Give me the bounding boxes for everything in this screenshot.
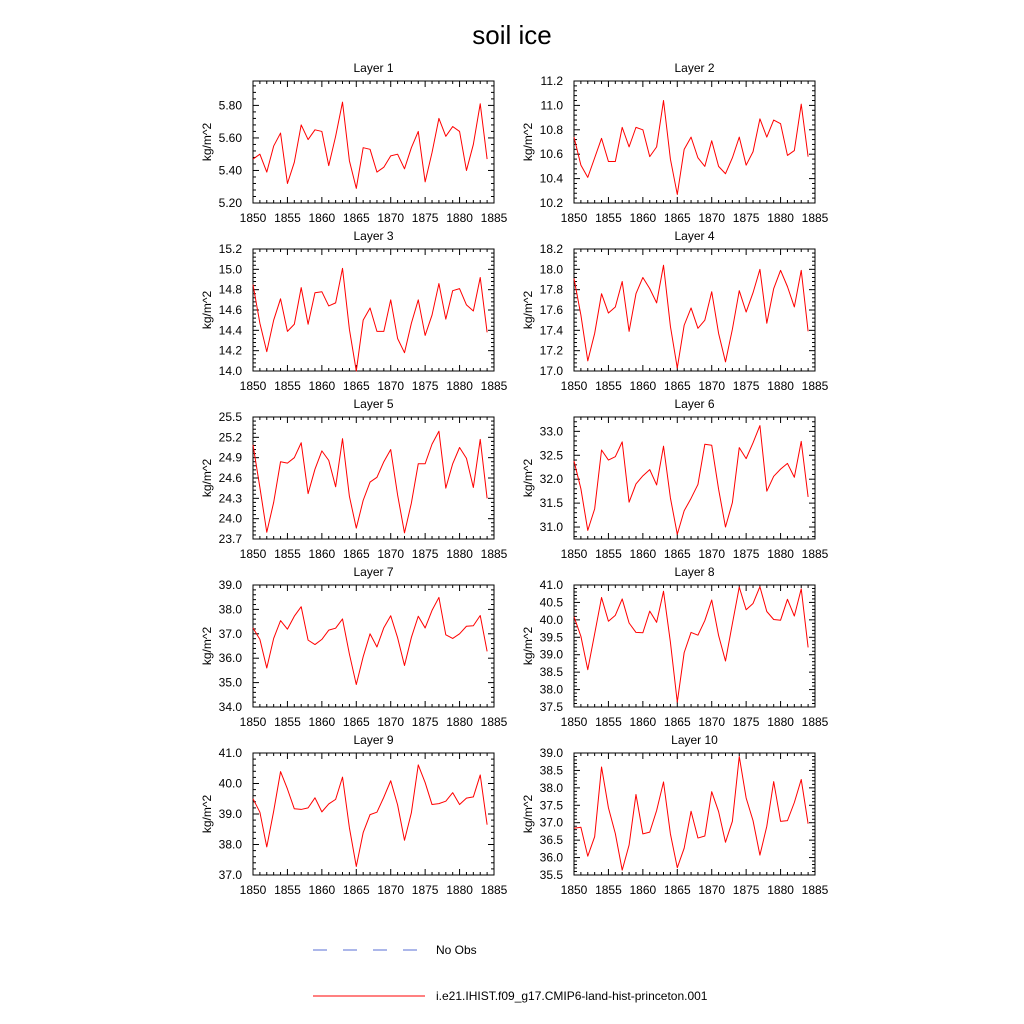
y-tick-label: 37.5 bbox=[539, 700, 563, 714]
legend-label-model: i.e21.IHIST.f09_g17.CMIP6-land-hist-princeton.001 bbox=[436, 989, 708, 1003]
y-tick-label: 34.0 bbox=[218, 700, 242, 714]
x-tick-label: 1860 bbox=[629, 379, 657, 393]
y-tick-label: 40.0 bbox=[539, 612, 563, 627]
series-line-layer-10 bbox=[574, 756, 808, 870]
y-tick-label: 37.0 bbox=[539, 815, 563, 830]
x-tick-label: 1860 bbox=[308, 547, 336, 561]
series-line-layer-2 bbox=[574, 101, 808, 195]
y-tick-label: 32.5 bbox=[539, 448, 563, 463]
x-tick-label: 1875 bbox=[411, 715, 439, 729]
panel-layer-9 bbox=[200, 733, 508, 897]
y-tick-label: 15.2 bbox=[218, 242, 242, 256]
x-tick-label: 1875 bbox=[411, 211, 439, 225]
x-tick-label: 1875 bbox=[411, 883, 439, 897]
x-tick-label: 1865 bbox=[663, 883, 691, 897]
y-tick-label: 5.20 bbox=[218, 196, 242, 210]
y-axis-label-layer-6: kg/m^2 bbox=[521, 458, 535, 498]
x-tick-label: 1855 bbox=[595, 379, 622, 393]
panel-title-layer-10: Layer 10 bbox=[671, 733, 718, 747]
y-tick-label: 5.80 bbox=[218, 98, 242, 113]
x-tick-label: 1870 bbox=[377, 379, 405, 393]
y-tick-label: 14.6 bbox=[218, 303, 242, 317]
x-tick-label: 1870 bbox=[698, 715, 726, 729]
y-tick-label: 23.7 bbox=[218, 532, 242, 546]
x-tick-label: 1850 bbox=[560, 547, 588, 561]
panel-title-layer-1: Layer 1 bbox=[353, 61, 394, 75]
x-tick-label: 1875 bbox=[411, 379, 439, 393]
x-tick-label: 1880 bbox=[767, 715, 794, 729]
x-tick-label: 1865 bbox=[663, 715, 691, 729]
x-tick-label: 1870 bbox=[377, 715, 405, 729]
y-tick-label: 38.0 bbox=[539, 682, 563, 697]
x-tick-label: 1865 bbox=[342, 547, 370, 561]
plot-frame-layer-2 bbox=[574, 81, 815, 203]
x-tick-label: 1870 bbox=[377, 211, 405, 225]
x-tick-label: 1850 bbox=[560, 211, 588, 225]
y-tick-label: 39.5 bbox=[539, 630, 563, 645]
y-tick-label: 18.2 bbox=[539, 242, 563, 256]
x-tick-label: 1860 bbox=[629, 883, 657, 897]
plot-frame-layer-5 bbox=[253, 417, 494, 539]
y-axis-label-layer-8: kg/m^2 bbox=[521, 626, 535, 666]
y-tick-label: 24.3 bbox=[218, 491, 242, 506]
x-tick-label: 1880 bbox=[446, 715, 473, 729]
y-axis-label-layer-10: kg/m^2 bbox=[521, 794, 535, 834]
plot-frame-layer-7 bbox=[253, 585, 494, 707]
x-tick-label: 1870 bbox=[698, 547, 726, 561]
x-tick-label: 1875 bbox=[732, 883, 760, 897]
x-tick-label: 1855 bbox=[274, 883, 301, 897]
x-tick-label: 1870 bbox=[377, 883, 405, 897]
y-tick-label: 14.8 bbox=[218, 282, 242, 297]
y-tick-label: 38.5 bbox=[539, 665, 563, 680]
x-tick-label: 1850 bbox=[239, 211, 267, 225]
y-tick-label: 10.2 bbox=[539, 196, 563, 210]
y-tick-label: 11.0 bbox=[540, 98, 563, 113]
legend-label-no-obs: No Obs bbox=[436, 943, 477, 957]
x-tick-label: 1885 bbox=[480, 715, 508, 729]
panel-layer-2 bbox=[521, 61, 829, 225]
panel-layer-5 bbox=[200, 397, 508, 561]
y-tick-label: 38.0 bbox=[218, 602, 242, 617]
x-tick-label: 1885 bbox=[801, 715, 829, 729]
x-tick-label: 1885 bbox=[801, 547, 829, 561]
y-tick-label: 25.2 bbox=[218, 430, 242, 445]
y-tick-label: 17.8 bbox=[539, 282, 563, 297]
y-tick-label: 10.6 bbox=[539, 147, 563, 162]
panel-title-layer-8: Layer 8 bbox=[674, 565, 715, 579]
x-tick-label: 1865 bbox=[342, 379, 370, 393]
x-tick-label: 1860 bbox=[308, 211, 336, 225]
x-tick-label: 1855 bbox=[274, 211, 301, 225]
y-tick-label: 37.0 bbox=[218, 626, 242, 641]
x-tick-label: 1850 bbox=[239, 547, 267, 561]
plot-frame-layer-4 bbox=[574, 249, 815, 371]
x-tick-label: 1850 bbox=[560, 715, 588, 729]
y-tick-label: 35.5 bbox=[539, 868, 563, 882]
x-tick-label: 1855 bbox=[595, 715, 622, 729]
x-tick-label: 1880 bbox=[446, 379, 473, 393]
y-tick-label: 31.5 bbox=[539, 496, 563, 511]
x-tick-label: 1885 bbox=[480, 547, 508, 561]
plot-frame-layer-9 bbox=[253, 753, 494, 875]
legend bbox=[313, 943, 708, 1003]
panel-title-layer-4: Layer 4 bbox=[674, 229, 715, 243]
y-tick-label: 25.5 bbox=[218, 410, 242, 424]
x-tick-label: 1860 bbox=[629, 211, 657, 225]
x-tick-label: 1875 bbox=[732, 715, 760, 729]
series-line-layer-9 bbox=[253, 765, 487, 867]
y-tick-label: 24.6 bbox=[218, 471, 242, 485]
panel-layer-10 bbox=[521, 733, 829, 897]
x-tick-label: 1880 bbox=[446, 547, 473, 561]
x-tick-label: 1855 bbox=[274, 715, 301, 729]
x-tick-label: 1855 bbox=[274, 547, 301, 561]
y-tick-label: 24.0 bbox=[218, 511, 242, 526]
x-tick-label: 1870 bbox=[698, 211, 726, 225]
series-line-layer-7 bbox=[253, 597, 487, 684]
x-tick-label: 1880 bbox=[767, 883, 794, 897]
y-tick-label: 32.0 bbox=[539, 472, 563, 487]
y-tick-label: 24.9 bbox=[218, 450, 242, 465]
x-tick-label: 1885 bbox=[480, 883, 508, 897]
panel-title-layer-3: Layer 3 bbox=[353, 229, 394, 243]
x-tick-label: 1875 bbox=[732, 379, 760, 393]
panel-layer-4 bbox=[521, 229, 829, 393]
panel-title-layer-9: Layer 9 bbox=[353, 733, 394, 747]
series-line-layer-8 bbox=[574, 587, 808, 702]
x-tick-label: 1865 bbox=[663, 379, 691, 393]
y-tick-label: 14.0 bbox=[218, 364, 242, 378]
y-tick-label: 37.0 bbox=[218, 868, 242, 882]
y-tick-label: 17.6 bbox=[539, 303, 563, 317]
x-tick-label: 1865 bbox=[342, 211, 370, 225]
y-tick-label: 38.5 bbox=[539, 763, 563, 778]
y-tick-label: 18.0 bbox=[539, 262, 563, 277]
x-tick-label: 1860 bbox=[629, 715, 657, 729]
y-axis-label-layer-2: kg/m^2 bbox=[521, 122, 535, 162]
x-tick-label: 1880 bbox=[767, 547, 794, 561]
y-tick-label: 11.2 bbox=[540, 74, 563, 88]
x-tick-label: 1850 bbox=[560, 379, 588, 393]
x-tick-label: 1855 bbox=[595, 883, 622, 897]
y-tick-label: 36.0 bbox=[539, 850, 563, 865]
x-tick-label: 1855 bbox=[595, 547, 622, 561]
plot-frame-layer-6 bbox=[574, 417, 815, 539]
x-tick-label: 1880 bbox=[446, 211, 473, 225]
x-tick-label: 1855 bbox=[274, 379, 301, 393]
panel-layer-8 bbox=[521, 565, 829, 729]
y-tick-label: 39.0 bbox=[539, 746, 563, 760]
x-tick-label: 1865 bbox=[342, 883, 370, 897]
y-tick-label: 35.0 bbox=[218, 675, 242, 690]
x-tick-label: 1855 bbox=[595, 211, 622, 225]
y-tick-label: 10.8 bbox=[539, 122, 563, 137]
y-tick-label: 36.0 bbox=[218, 651, 242, 666]
series-line-layer-6 bbox=[574, 426, 808, 535]
panel-layer-6 bbox=[521, 397, 829, 561]
x-tick-label: 1880 bbox=[767, 379, 794, 393]
plot-frame-layer-8 bbox=[574, 585, 815, 707]
x-tick-label: 1860 bbox=[629, 547, 657, 561]
x-tick-label: 1875 bbox=[732, 547, 760, 561]
y-tick-label: 36.5 bbox=[539, 833, 563, 848]
figure-title: soil ice bbox=[472, 20, 552, 50]
y-axis-label-layer-1: kg/m^2 bbox=[200, 122, 214, 162]
y-tick-label: 17.4 bbox=[539, 323, 563, 338]
series-line-layer-3 bbox=[253, 268, 487, 371]
x-tick-label: 1880 bbox=[446, 883, 473, 897]
series-line-layer-5 bbox=[253, 431, 487, 533]
y-tick-label: 17.2 bbox=[539, 343, 563, 358]
panel-title-layer-5: Layer 5 bbox=[353, 397, 394, 411]
panel-title-layer-7: Layer 7 bbox=[353, 565, 394, 579]
y-tick-label: 5.40 bbox=[218, 163, 242, 178]
y-tick-label: 38.0 bbox=[218, 837, 242, 852]
y-tick-label: 14.4 bbox=[218, 323, 242, 338]
x-tick-label: 1860 bbox=[308, 715, 336, 729]
x-tick-label: 1870 bbox=[698, 883, 726, 897]
y-tick-label: 41.0 bbox=[218, 746, 242, 760]
x-tick-label: 1860 bbox=[308, 379, 336, 393]
x-tick-label: 1860 bbox=[308, 883, 336, 897]
panel-grid bbox=[200, 61, 829, 897]
panel-layer-3 bbox=[200, 229, 508, 393]
y-tick-label: 41.0 bbox=[539, 578, 563, 592]
x-tick-label: 1870 bbox=[377, 547, 405, 561]
x-tick-label: 1850 bbox=[560, 883, 588, 897]
series-line-layer-4 bbox=[574, 265, 808, 368]
x-tick-label: 1865 bbox=[342, 715, 370, 729]
y-tick-label: 33.0 bbox=[539, 424, 563, 439]
y-tick-label: 10.4 bbox=[539, 171, 563, 186]
plot-frame-layer-1 bbox=[253, 81, 494, 203]
x-tick-label: 1880 bbox=[767, 211, 794, 225]
y-tick-label: 40.5 bbox=[539, 595, 563, 610]
y-tick-label: 39.0 bbox=[218, 807, 242, 821]
x-tick-label: 1850 bbox=[239, 883, 267, 897]
y-tick-label: 15.0 bbox=[218, 262, 242, 277]
plot-frame-layer-3 bbox=[253, 249, 494, 371]
x-tick-label: 1850 bbox=[239, 715, 267, 729]
panel-layer-7 bbox=[200, 565, 508, 729]
x-tick-label: 1885 bbox=[801, 883, 829, 897]
y-tick-label: 17.0 bbox=[539, 364, 563, 378]
y-tick-label: 40.0 bbox=[218, 776, 242, 791]
y-tick-label: 39.0 bbox=[539, 647, 563, 662]
y-tick-label: 5.60 bbox=[218, 130, 242, 145]
y-axis-label-layer-9: kg/m^2 bbox=[200, 794, 214, 834]
y-tick-label: 31.0 bbox=[539, 520, 563, 535]
y-axis-label-layer-7: kg/m^2 bbox=[200, 626, 214, 666]
panel-title-layer-2: Layer 2 bbox=[674, 61, 715, 75]
y-axis-label-layer-3: kg/m^2 bbox=[200, 290, 214, 330]
x-tick-label: 1885 bbox=[801, 379, 829, 393]
y-tick-label: 14.2 bbox=[218, 343, 242, 358]
panel-layer-1 bbox=[200, 61, 508, 225]
y-tick-label: 37.5 bbox=[539, 798, 563, 813]
x-tick-label: 1885 bbox=[480, 379, 508, 393]
x-tick-label: 1885 bbox=[801, 211, 829, 225]
x-tick-label: 1850 bbox=[239, 379, 267, 393]
x-tick-label: 1875 bbox=[411, 547, 439, 561]
panel-title-layer-6: Layer 6 bbox=[674, 397, 715, 411]
x-tick-label: 1865 bbox=[663, 547, 691, 561]
x-tick-label: 1870 bbox=[698, 379, 726, 393]
y-tick-label: 38.0 bbox=[539, 780, 563, 795]
x-tick-label: 1885 bbox=[480, 211, 508, 225]
x-tick-label: 1875 bbox=[732, 211, 760, 225]
series-line-layer-1 bbox=[253, 102, 487, 188]
y-axis-label-layer-4: kg/m^2 bbox=[521, 290, 535, 330]
y-axis-label-layer-5: kg/m^2 bbox=[200, 458, 214, 498]
y-tick-label: 39.0 bbox=[218, 578, 242, 592]
x-tick-label: 1865 bbox=[663, 211, 691, 225]
